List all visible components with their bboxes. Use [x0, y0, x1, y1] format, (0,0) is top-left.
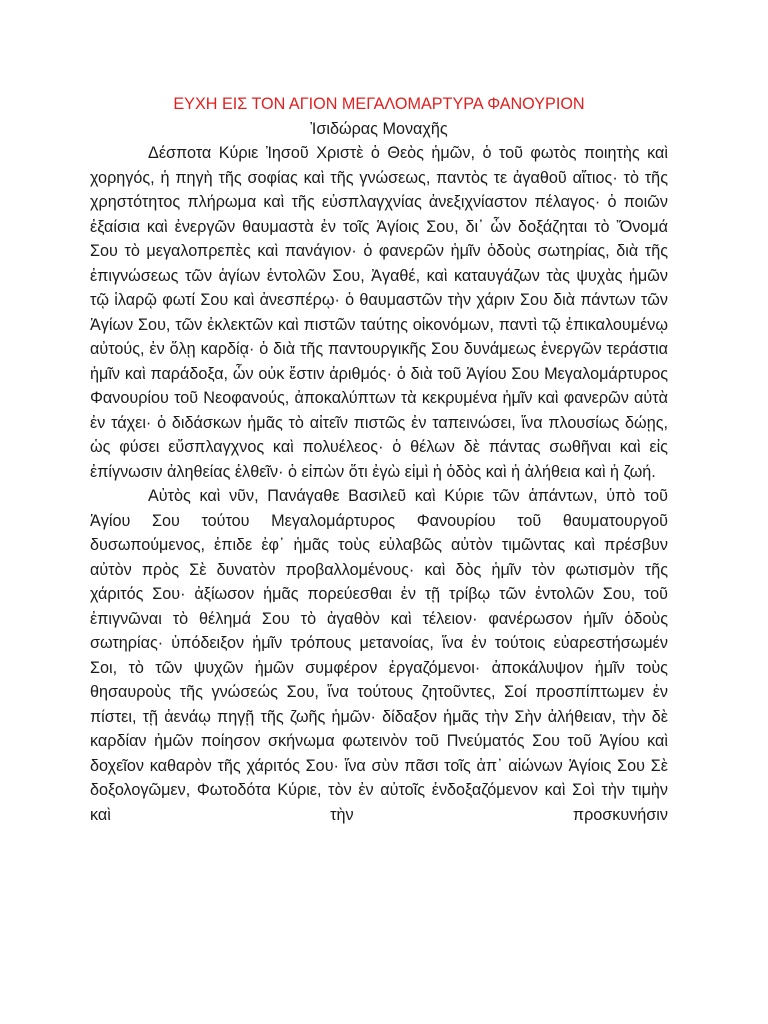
document-title: ΕΥΧΗ ΕΙΣ ΤΟΝ ΑΓΙΟΝ ΜΕΓΑΛΟΜΑΡΤΥΡΑ ΦΑΝΟΥΡΙΟΝ: [173, 95, 585, 113]
paragraph-2: Αὐτὸς καὶ νῦν, Πανάγαθε Βασιλεῦ καὶ Κύριε τῶν ἁπάντων, ὑπὸ τοῦ Ἁγίου Σου τούτου Μεγαλομάρτυρος Φανουρίου τοῦ θαυματουργοῦ δυσωπούμενος, ἐπιδε ἐφ᾿ ἡμᾶς τοὺς εὐλαβῶς αὐτὸν τιμῶντας καὶ πρέσβυν αὐτὸν πρὸς Σὲ δυνατὸν προβαλλομένους· καὶ δὸς ἡμῖν τὸν φωτισμὸν τῆς χάριτός Σου· ἀξίωσον ἡμᾶς πορεύεσθαι ἐν τῇ τρίβῳ τῶν ἐντολῶν Σου, τοῦ ἐπιγνῶναι τὸ θέλημά Σου τὸ ἀγαθὸν καὶ τέλειον· φανέρωσον ἡμῖν ὁδοὺς σωτηρίας· ὑπόδειξον ἡμῖν τρόπους μετανοίας, ἵνα ἐν τούτοις εὐαρεστήσωμέν Σοι, τὸ τῶν ψυχῶν ἡμῶν συμφέρον ἐργαζόμενοι· ἀποκάλυψον ἡμῖν τοὺς θησαυροὺς τῆς γνώσεώς Σου, ἵνα τούτους ζητοῦντες, Σοί προσπίπτωμεν ἐν πίστει, τῇ ἀενάῳ πηγῇ τῆς ζωῆς ἡμῶν· δίδαξον ἡμᾶς τὴν Σὴν ἀλήθειαν, τὴν δὲ καρδίαν ἡμῶν ποίησον σκήνωμα φωτεινὸν τοῦ Πνεύματός Σου τοῦ Ἁγίου καὶ δοχεῖον καθαρὸν τῆς χάριτός Σου· ἵνα σὺν πᾶσι τοῖς ἀπ᾿ αἰώνων Ἁγίοις Σου Σὲ δοξολογῶμεν, Φωτοδότα Κύριε, τὸν ἐν αὐτοῖς ἐνδοξαζόμενον καὶ Σοὶ τὴν τιμὴν καὶ τὴν προσκυνήσιν: [90, 487, 668, 824]
document-author: Ἰσιδώρας Μοναχῆς: [310, 119, 448, 138]
document-body: [90, 92, 668, 827]
paragraph-1: Δέσποτα Κύριε Ἰησοῦ Χριστὲ ὁ Θεὸς ἡμῶν, ὁ τοῦ φωτὸς ποιητὴς καὶ χορηγός, ἡ πηγὴ τῆς σοφίας καὶ τῆς γνώσεως, παντὸς τε ἀγαθοῦ αἴτιος· τὸ τῆς χρηστότητος πλήρωμα καὶ τῆς εὐσπλαγχνίας ἀνεξιχνίαστον πέλαγος· ὁ ποιῶν ἐξαίσια καὶ ἐνεργῶν θαυμαστὰ ἐν τοῖς Ἁγίοις Σου, δι᾿ ὧν δοξάζηται τὸ Ὄνομά Σου τὸ μεγαλοπρεπὲς καὶ πανάγιον· ὁ φανερῶν ἡμῖν ὁδοὺς σωτηρίας, διὰ τῆς ἐπιγνώσεως τῶν ἁγίων ἐντολῶν Σου, Ἀγαθέ, καὶ καταυγάζων τὰς ψυχὰς ἡμῶν τῷ ἱλαρῷ φωτί Σου καὶ ἀνεσπέρῳ· ὁ θαυμαστῶν τὴν χάριν Σου διὰ πάντων τῶν Ἁγίων Σου, τῶν ἐκλεκτῶν καὶ πιστῶν ταύτης οἰκονόμων, παντὶ τῷ ἐπικαλουμένῳ αὐτούς, ἐν ὅλῃ καρδίᾳ· ὁ διὰ τῆς παντουργικῆς Σου δυνάμεως ἐνεργῶν τεράστια ἡμῖν καὶ παράδοξα, ὧν οὐκ ἔστιν ἀριθμός· ὁ διὰ τοῦ Ἁγίου Σου Μεγαλομάρτυρος Φανουρίου τοῦ Νεοφανούς, ἀποκαλύπτων τὰ κεκρυμένα ἡμῖν καὶ φανερῶν αὐτὰ ἐν τάχει· ὁ διδάσκων ἡμᾶς τὸ αἰτεῖν πιστῶς ἐν ταπεινώσει, ἵνα πλουσίως δώῃς, ὡς φύσει εὔσπλαγχνος καὶ πολυέλεος· ὁ θέλων δὲ πάντας σωθῆναι καὶ εἰς ἐπίγνωσιν ἀληθείας ἐλθεῖν· ὁ εἰπὼν ὅτι ἐγὼ εἰμὶ ἡ ὁδὸς καὶ ἡ ἀλήθεια καὶ ἡ ζωή.: [90, 144, 668, 481]
